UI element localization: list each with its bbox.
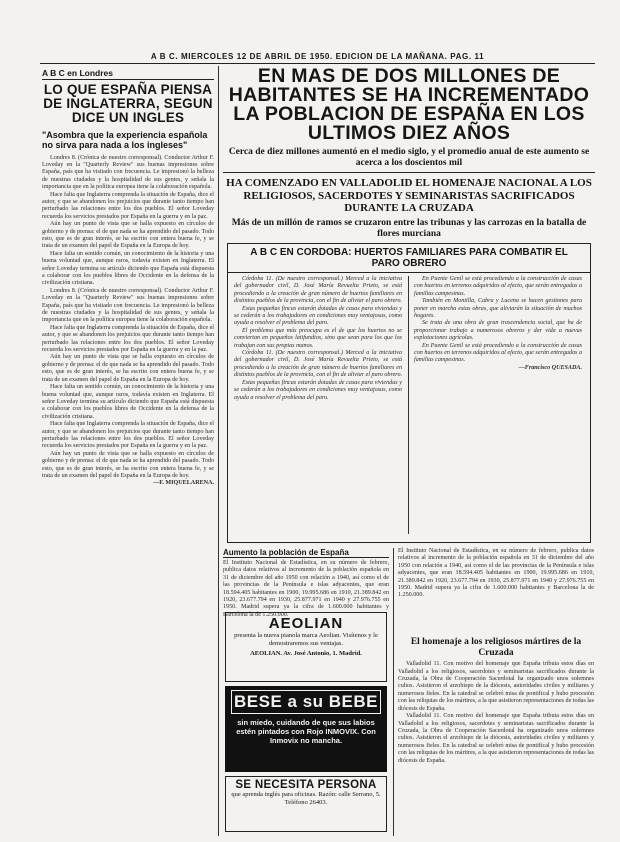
aeolian-body: presenta la nueva pianola marca Aeolian. Visítenos y le demostraremos sus ventajas. <box>234 632 378 647</box>
main-rule <box>223 172 595 173</box>
persona-ad <box>225 776 387 832</box>
left-paragraph: Aún hay un punto de vista que se halla expuesto en círculos de gobierno y de prensa: el de que nada se ha aprendido del pasado. Todo esto, que es de gran interés, se ha escrito con entera buena fe, y se trata de un examen del papel de España en la Europa de hoy. <box>42 354 214 383</box>
population-note <box>223 548 389 618</box>
third-headline: Más de un millón de ramos se cruzaron entre las tribunas y las carrozas en la batalla de flores murciana <box>231 218 587 239</box>
persona-body: que aprenda inglés para oficinas. Razón: calle Serrano, 5. Teléfono 26403. <box>231 791 381 806</box>
homenaje-paragraph: Valladolid 11. Con motivo del homenaje que España tributa estos días en Valladolid a los religiosos, sacerdotes y seminaristas sacrificados durante la Cruzada, la Obra de Cooperación Sacerdotal ha organizado unos solemnes cultos. Asistieron el arzobispo de la diócesis, autoridades civiles y militares y numerosos fieles. En la catedral se celebró misa de pontifical y hubo procesión con las reliquias de los mártires, a la que asistieron representaciones de todas las diócesis de España. <box>398 713 594 764</box>
aeolian-address: AEOLIAN. Av. José Antonio, 1. Madrid. <box>250 650 362 657</box>
homenaje-paragraph: Valladolid 11. Con motivo del homenaje que España tributa estos días en Valladolid a los religiosos, sacerdotes y seminaristas sacrificados durante la Cruzada, la Obra de Cooperación Sacerdotal ha organizado unos solemnes cultos. Asistieron el arzobispo de la diócesis, autoridades civiles y militares y numerosos fieles. En la catedral se celebró misa de pontifical y hubo procesión con las reliquias de los mártires, a la que asistieron representaciones de todas las diócesis de España. <box>398 661 594 712</box>
cordoba-paragraph: Estas pequeñas fincas estarán dotadas de casas para viviendas y se cederán a los trabajadores en condiciones muy ventajosas, como ayuda a resolver el problema del paro. <box>234 305 402 327</box>
population-continued: El Instituto Nacional de Estadística, en su número de febrero, publica datos relativos al incremento de la población española en 31 de diciembre del año 1950 con relación a 1940, así como el de las provincias de la Península e islas adyacentes, que eran 18.594.405 habitantes en 1900, 19.995.686 en 1910, 21.389.842 en 1920, 23.677.794 en 1930, 25.877.971 en 1940 y 27.976.755 en 1950. Madrid supera ya la cifra de 1.600.000 habitantes y Barcelona la de 1.250.000. <box>398 548 594 599</box>
left-paragraph: Londres 8. (Crónica de nuestro corresponsal). Conductor Arthur F. Loveday en la "Quarterly Review" sus buenas impresiones sobre España, país que ha visitado con frecuencia. Le impresionó la belleza de nuestras ciudades y la hospitalidad de sus gentes, y señala la importancia que en la política europea tiene la colaboración española. <box>42 287 214 324</box>
left-body <box>42 155 214 488</box>
cordoba-paragraph: Córdoba 11. (De nuestro corresponsal.) Merced a la iniciativa del gobernador civil, D. José María Revuelta Prieto, se está procediendo a la creación de gran número de huertos familiares en distintos pueblos de la provincia, con el fin de aliviar el paro obrero. <box>234 276 403 305</box>
cordoba-headline: A B C EN CORDOBA: HUERTOS FAMILIARES PARA COMBATIR EL PARO OBRERO <box>228 244 590 273</box>
left-paragraph: Hace falta que Inglaterra comprenda la situación de España, dice el autor, y que se abandonen los prejuicios que durante tanto tiempo han perturbado las relaciones entre los dos pueblos. El señor Loveday recuerda los servicios prestados por España en la guerra y en la paz. <box>42 421 214 450</box>
left-paragraph: Hace falta un sentido común, un conocimiento de la historia y una buena voluntad que, aunque raros, todavía existen en Inglaterra. El señor Loveday termina su artículo diciendo que España está dispuesta a colaborar con los pueblos libres de Occidente en la defensa de la civilización cristiana. <box>42 384 214 420</box>
homenaje-title: El homenaje a los religiosos mártires de la Cruzada <box>410 637 582 658</box>
second-headline: HA COMENZADO EN VALLADOLID EL HOMENAJE NACIONAL A LOS RELIGIOSOS, SACERDOTES Y SEMINARISTAS SACRIFICADOS DURANTE LA CRUZADA <box>226 177 592 214</box>
cordoba-body-right <box>414 276 582 372</box>
left-paragraph: Aún hay un punto de vista que se halla expuesto en círculos de gobierno y de prensa: el de que nada se ha aprendido del pasado. Todo esto, que es de gran interés, se ha escrito con entera buena fe, y se trata de un examen del papel de España en la Europa de hoy. <box>42 221 214 250</box>
cordoba-paragraph: Estas pequeñas fincas estarán dotadas de casas para viviendas y se cederán a los trabajadores en condiciones muy ventajosas, como ayuda a resolver el problema del paro. <box>234 379 402 401</box>
cordoba-box <box>227 243 591 543</box>
ads-column <box>225 612 387 836</box>
right-bottom-column <box>398 548 594 836</box>
cordoba-paragraph: También en Montilla, Cabra y Lucena se hacen gestiones para poner en marcha estas obras, que aliviarán la situación de muchos hogares. <box>414 298 582 320</box>
cordoba-body-left <box>234 276 402 402</box>
left-paragraph: Aún hay un punto de vista que se halla expuesto en círculos de gobierno y de prensa: el de que nada se ha aprendido del pasado. Todo esto, que es de gran interés, se ha escrito con entera buena fe, y se trata de un examen del papel de España en la Europa de hoy. <box>42 450 214 479</box>
cordoba-paragraph: El problema que más preocupa es el de que los huertos no se conviertan en pequeños latifundios, sino que sean para los que los trabajan con sus propias manos. <box>234 327 402 349</box>
left-column <box>42 68 214 836</box>
left-paragraph: Hace falta que Inglaterra comprenda la situación de España, dice el autor, y que se abandonen los prejuicios que durante tanto tiempo han perturbado las relaciones entre los dos pueblos. El señor Loveday recuerda los servicios prestados por España en la guerra y en la paz. <box>42 324 214 354</box>
bebe-ad <box>225 686 387 772</box>
cordoba-paragraph: Se trata de una obra de gran trascendencia social, que ha de proporcionar trabajo a numerosos obreros y dar vida a nuevas explotaciones agrícolas. <box>414 320 582 342</box>
left-signature: —F. MIQUELARENA. <box>153 480 214 487</box>
left-subhead: "Asombra que la experiencia española no sirva para nada a los ingleses" <box>42 129 208 151</box>
population-title: Aumento la población de España <box>223 548 389 558</box>
section-label: A B C en Londres <box>42 68 214 80</box>
cordoba-paragraph: En Puente Genil se está procediendo a la construcción de casas con huertos en terrenos adquiridos al efecto, que serán entregadas a familias campesinas. <box>414 276 582 297</box>
cordoba-signature: —Francisco QUESADA. <box>518 364 582 371</box>
main-headline: EN MAS DE DOS MILLONES DE HABITANTES SE HA INCREMENTADO LA POBLACION DE ESPAÑA EN LOS ULTIMOS DIEZ AÑOS <box>228 65 590 144</box>
column-divider-bottom <box>393 548 394 836</box>
left-headline: LO QUE ESPAÑA PIENSA DE INGLATERRA, SEGUN DICE UN INGLES <box>43 82 213 126</box>
header-rule <box>40 63 595 64</box>
main-subhead: Cerca de diez millones aumentó en el medio siglo, y el promedio anual de este aumento se acerca a los doscientos mil <box>228 147 590 168</box>
cordoba-paragraph: En Puente Genil se está procediendo a la construcción de casas con huertos en terrenos adquiridos al efecto, que serán entregadas a familias campesinas. <box>414 342 582 364</box>
bebe-body: sin miedo, cuidando de que sus labios estén pintados con Rojo INMOVIX. Con Inmovix no mancha. <box>236 718 376 745</box>
aeolian-ad <box>225 612 387 682</box>
bebe-title: BESE a su BEBE <box>231 690 381 714</box>
aeolian-title: AEOLIAN <box>268 615 344 632</box>
persona-title: SE NECESITA PERSONA <box>235 779 377 791</box>
cordoba-paragraph: Córdoba 11. (De nuestro corresponsal.) Merced a la iniciativa del gobernador civil, D. José María Revuelta Prieto, se está procediendo a la creación de gran número de huertos familiares en distintos pueblos de la provincia, con el fin de aliviar el paro obrero. <box>234 350 403 379</box>
left-paragraph: Londres 8. (Crónica de nuestro corresponsal). Conductor Arthur F. Loveday en la "Quarterly Review" sus buenas impresiones sobre España, país que ha visitado con frecuencia. Le impresionó la belleza de nuestras ciudades y la hospitalidad de sus gentes, y señala la importancia que en la política europea tiene la colaboración española. <box>42 154 214 191</box>
cordoba-divider <box>408 276 409 534</box>
population-body: El Instituto Nacional de Estadística, en su número de febrero, publica datos relativos al incremento de la población española en 31 de diciembre del año 1950 con relación a 1940, así como el de las provincias de la Península e islas adyacentes, que eran 18.594.405 habitantes en 1900, 19.995.686 en 1910, 21.389.842 en 1920, 23.677.794 en 1930, 25.877.971 en 1940 y 27.976.755 en 1950. Madrid supera ya la cifra de 1.600.000 habitantes y Barcelona la de 1.250.000. <box>223 560 389 618</box>
left-paragraph: Hace falta que Inglaterra comprenda la situación de España, dice el autor, y que se abandonen los prejuicios que durante tanto tiempo han perturbado las relaciones entre los dos pueblos. El señor Loveday recuerda los servicios prestados por España en la guerra y en la paz. <box>42 191 214 220</box>
column-divider-left <box>218 66 219 836</box>
left-paragraph: Hace falta un sentido común, un conocimiento de la historia y una buena voluntad que, aunque raros, todavía existen en Inglaterra. El señor Loveday termina su artículo diciendo que España está dispuesta a colaborar con los pueblos libres de Occidente en la defensa de la civilización cristiana. <box>42 250 214 287</box>
page-header: A B C. MIERCOLES 12 DE ABRIL DE 1950. EDICION DE LA MAÑANA. PAG. 11 <box>150 52 485 61</box>
homenaje-body <box>398 661 594 765</box>
